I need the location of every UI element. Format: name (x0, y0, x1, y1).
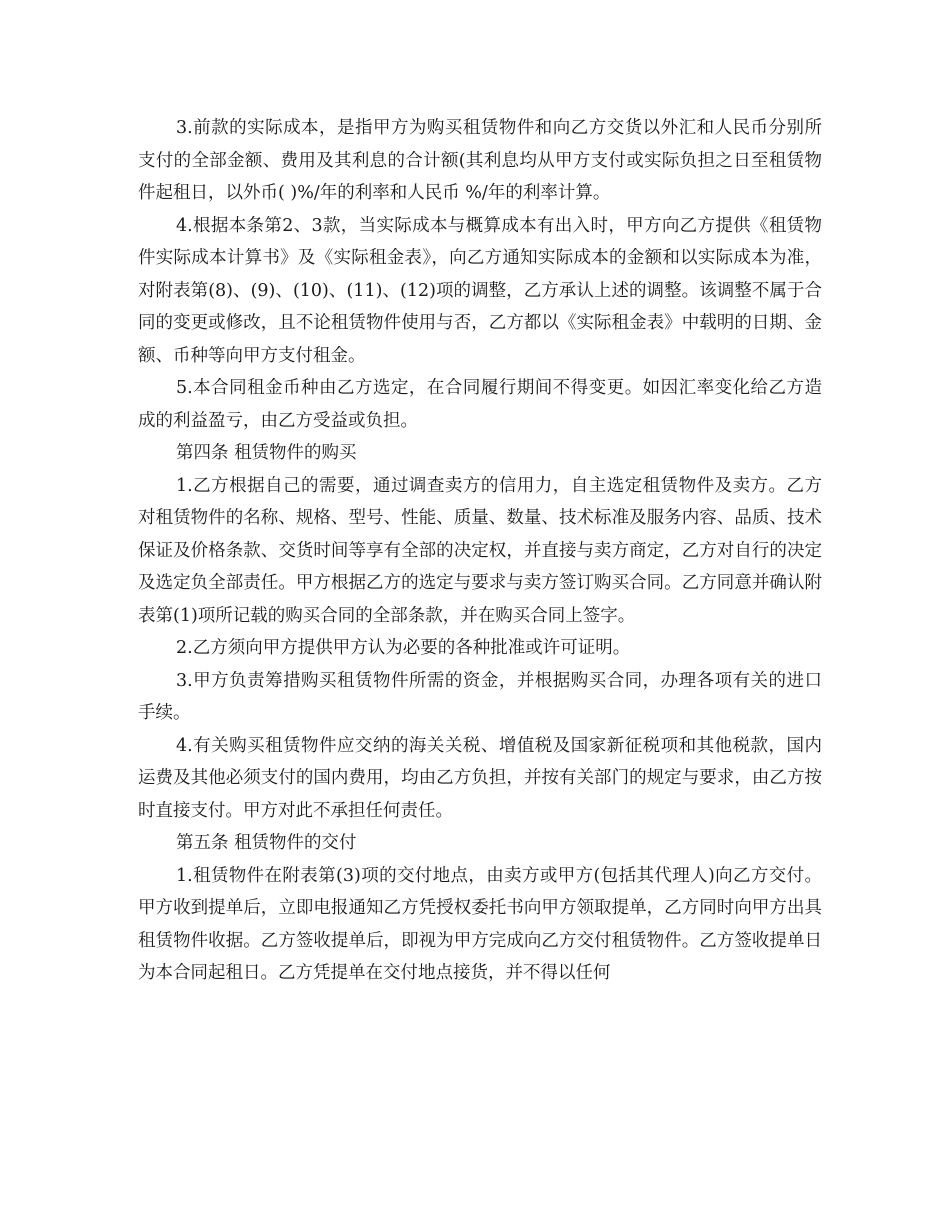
paragraph-4-cost-adjustment: 4.根据本条第2、3款，当实际成本与概算成本有出入时，甲方向乙方提供《租赁物件实际成本计算书》及《实际租金表》，向乙方通知实际成本的金额和以实际成本为准，对附表第(8)、(9)、(10)、(11)、(12)项的调整，乙方承认上述的调整。该调整不属于合同的变更或修改，且不论租赁物件使用与否，乙方都以《实际租金表》中载明的日期、金额、币种等向甲方支付租金。 (138, 215, 822, 366)
article-4-item-2: 2.乙方须向甲方提供甲方认为必要的各种批准或许可证明。 (176, 638, 631, 658)
article-4-item-1: 1.乙方根据自己的需要，通过调查卖方的信用力，自主选定租赁物件及卖方。乙方对租赁物件的名称、规格、型号、性能、质量、数量、技术标准及服务内容、品质、技术保证及价格条款、交货时间等享有全部的决定权，并直接与卖方商定，乙方对自行的决定及选定负全部责任。甲方根据乙方的选定与要求与卖方签订购买合同。乙方同意并确认附表第(1)项所记载的购买合同的全部条款，并在购买合同上签字。 (138, 475, 822, 626)
section-heading-article-4: 第四条 租赁物件的购买 (176, 443, 357, 463)
section-heading-article-5: 第五条 租赁物件的交付 (176, 833, 357, 853)
article-5-item-1: 1.租赁物件在附表第(3)项的交付地点，由卖方或甲方(包括其代理人)向乙方交付。甲方收到提单后，立即电报通知乙方凭授权委托书向甲方领取提单，乙方同时向甲方出具租赁物件收据。乙方签收提单后，即视为甲方完成向乙方交付租赁物件。乙方签收提单日为本合同起租日。乙方凭提单在交付地点接货，并不得以任何 (138, 865, 822, 983)
article-4-item-4: 4.有关购买租赁物件应交纳的海关关税、增值税及国家新征税项和其他税款，国内运费及其他必须支付的国内费用，均由乙方负担，并按有关部门的规定与要求，由乙方按时直接支付。甲方对此不承担任何责任。 (138, 735, 822, 821)
paragraph-5-currency: 5.本合同租金币种由乙方选定，在合同履行期间不得变更。如因汇率变化给乙方造成的利益盈亏，由乙方受益或负担。 (138, 378, 822, 431)
document-body (138, 112, 822, 990)
paragraph-3-actual-cost: 3.前款的实际成本，是指甲方为购买租赁物件和向乙方交货以外汇和人民币分别所支付的全部金额、费用及其利息的合计额(其利息均从甲方支付或实际负担之日至租赁物件起租日，以外币( )%/年的利率和人民币 %/年的利率计算。 (138, 118, 822, 203)
article-4-item-3: 3.甲方负责筹措购买租赁物件所需的资金，并根据购买合同，办理各项有关的进口手续。 (138, 670, 822, 723)
